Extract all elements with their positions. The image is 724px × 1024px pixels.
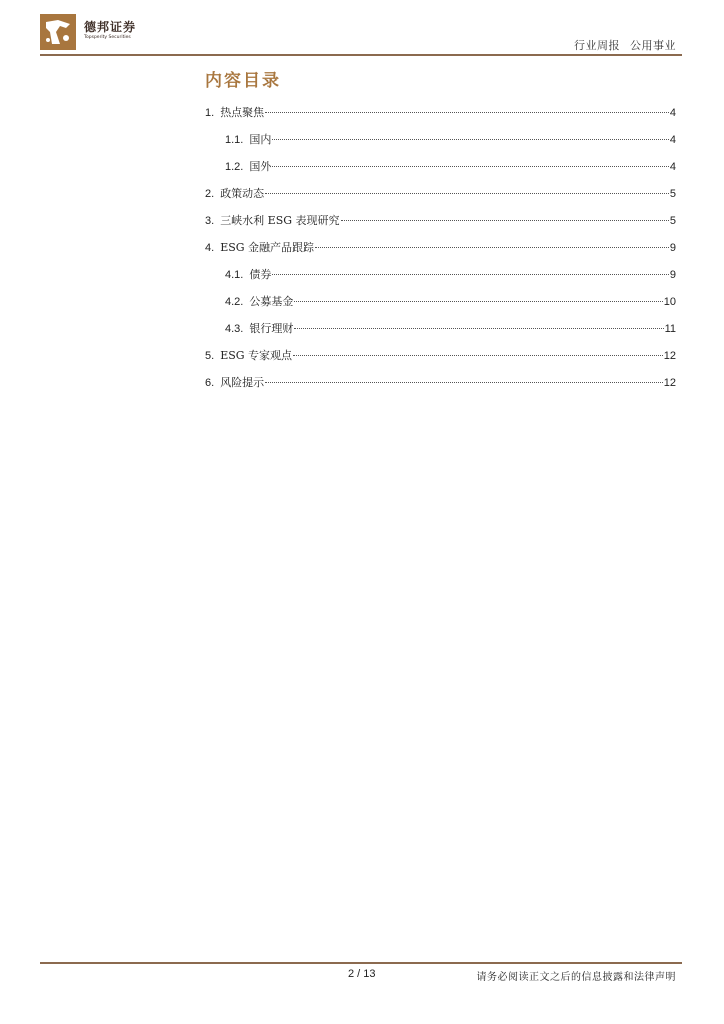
sector-label: 公用事业 <box>630 39 676 52</box>
toc-entry[interactable] <box>205 212 676 230</box>
toc-entry-page: 4 <box>669 107 676 119</box>
toc-entry[interactable] <box>225 293 676 311</box>
company-logo <box>40 14 150 50</box>
toc-dot-leader <box>315 247 669 248</box>
toc-entry-page: 12 <box>663 350 676 362</box>
toc-entry-number: 1. <box>205 107 215 119</box>
toc-entry-number: 4.1. <box>225 269 244 281</box>
toc-entry-label: 政策动态 <box>220 187 265 200</box>
toc-entry-page: 4 <box>669 134 676 146</box>
logo-text-en: Topsperity Securities <box>84 35 131 40</box>
header-divider <box>40 54 682 56</box>
toc-entry-number: 4. <box>205 242 215 254</box>
toc-entry-label: 国内 <box>249 133 272 146</box>
logo-mark-icon <box>40 14 76 50</box>
toc-dot-leader <box>272 274 669 275</box>
toc-entry[interactable] <box>225 266 676 284</box>
toc-entry-number: 6. <box>205 377 215 389</box>
toc-entry[interactable] <box>205 104 676 122</box>
toc-entry-page: 10 <box>663 296 676 308</box>
page-number: 2 / 13 <box>348 968 376 980</box>
toc-entry-number: 1.1. <box>225 134 244 146</box>
toc-entry-page: 12 <box>663 377 676 389</box>
toc-entry-number: 3. <box>205 215 215 227</box>
toc-dot-leader <box>272 139 669 140</box>
disclaimer-note: 请务必阅读正文之后的信息披露和法律声明 <box>476 972 676 983</box>
toc-entry[interactable] <box>205 185 676 203</box>
toc-dot-leader <box>265 382 663 383</box>
toc-entry-number: 2. <box>205 188 215 200</box>
toc-title: 内容目录 <box>205 71 281 91</box>
toc-entry-page: 9 <box>669 242 676 254</box>
toc-dot-leader <box>294 301 662 302</box>
toc-entry[interactable] <box>205 347 676 365</box>
report-category <box>574 37 676 53</box>
toc-entry-label: 热点聚焦 <box>220 106 265 119</box>
toc-entry[interactable] <box>225 158 676 176</box>
toc-entry-page: 9 <box>669 269 676 281</box>
toc-dot-leader <box>341 220 669 221</box>
toc-entry-label: 公募基金 <box>249 295 294 308</box>
toc-entry-label: 国外 <box>249 160 272 173</box>
toc-entry-page: 5 <box>669 188 676 200</box>
footer-divider <box>40 962 682 964</box>
toc-entry[interactable] <box>205 239 676 257</box>
logo-text-cn: 德邦证券 <box>84 20 137 34</box>
toc-dot-leader <box>272 166 669 167</box>
toc-entry-label: ESG 金融产品跟踪 <box>220 241 315 254</box>
toc-dot-leader <box>265 112 669 113</box>
toc-entry[interactable] <box>225 131 676 149</box>
page-header <box>0 0 724 60</box>
toc-entry-page: 5 <box>669 215 676 227</box>
toc-entry-label: 风险提示 <box>220 376 265 389</box>
toc-entry[interactable] <box>225 320 676 338</box>
toc-entry-number: 5. <box>205 350 215 362</box>
toc-entry-label: ESG 专家观点 <box>220 349 293 362</box>
toc-entry-page: 4 <box>669 161 676 173</box>
toc-entry-label: 债券 <box>249 268 272 281</box>
toc-entry[interactable] <box>205 374 676 392</box>
toc-entry-label: 三峡水利 ESG 表现研究 <box>220 214 340 227</box>
toc-entry-number: 4.3. <box>225 323 244 335</box>
toc-entry-number: 1.2. <box>225 161 244 173</box>
report-type-label: 行业周报 <box>574 39 620 52</box>
toc-entry-label: 银行理财 <box>249 322 294 335</box>
toc-dot-leader <box>293 355 663 356</box>
toc-dot-leader <box>265 193 669 194</box>
toc-dot-leader <box>294 328 663 329</box>
toc-entry-number: 4.2. <box>225 296 244 308</box>
toc-entry-page: 11 <box>664 323 676 335</box>
